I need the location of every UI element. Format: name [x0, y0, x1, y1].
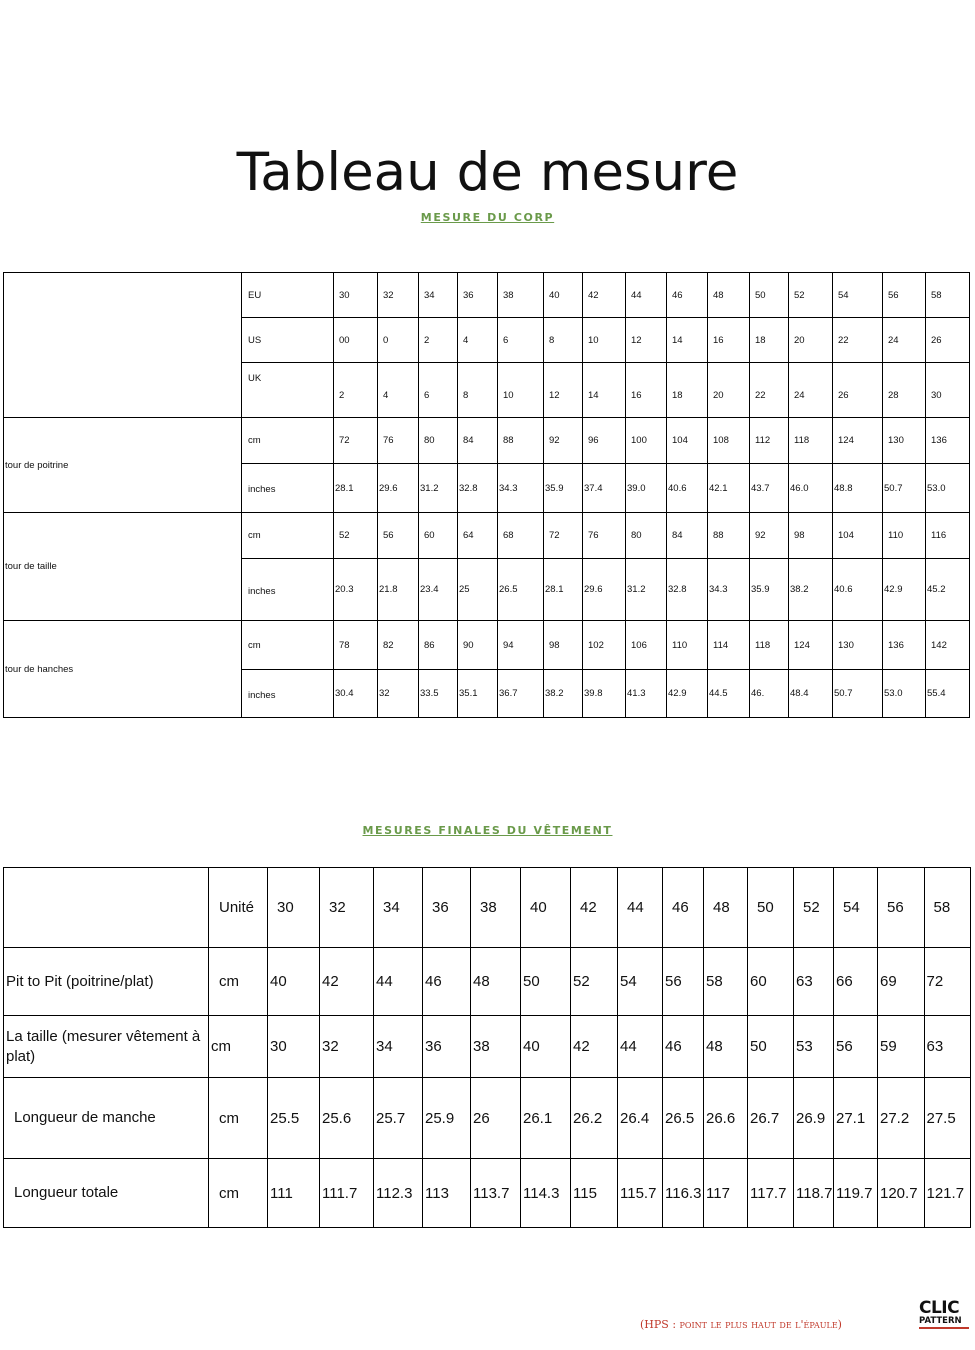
clic-pattern-logo	[919, 1300, 969, 1332]
garment-value-cell: 25.7	[374, 1078, 423, 1159]
cm-value-cell: 100	[626, 418, 667, 464]
cm-value-cell: 60	[419, 513, 458, 559]
size-value-cell: 0	[378, 318, 419, 363]
inches-value-cell: 32.8	[667, 559, 708, 621]
size-header-cell: 30	[268, 868, 320, 948]
cm-value-cell: 76	[378, 418, 419, 464]
body-measurements-heading: MESURE DU CORP	[420, 211, 555, 224]
garment-value-cell: 53	[794, 1016, 834, 1078]
inches-value-cell: 45.2	[926, 559, 970, 621]
size-header-cell: 34	[374, 868, 423, 948]
inches-value-cell: 29.6	[583, 559, 626, 621]
garment-value-cell: 32	[320, 1016, 374, 1078]
logo-line-2: PATTERN	[919, 1317, 969, 1329]
inches-value-cell: 33.5	[419, 670, 458, 718]
cm-value-cell: 68	[498, 513, 544, 559]
garment-value-cell: 111	[268, 1159, 320, 1228]
size-value-cell: 24	[883, 318, 926, 363]
cm-value-cell: 86	[419, 621, 458, 670]
garment-value-cell: 26.7	[748, 1078, 794, 1159]
cm-value-cell: 108	[708, 418, 750, 464]
cm-value-cell: 92	[750, 513, 789, 559]
size-header-cell: 44	[618, 868, 663, 948]
garment-value-cell: 116.3	[663, 1159, 704, 1228]
garment-value-cell: 42	[571, 1016, 618, 1078]
inches-value-cell: 30.4	[334, 670, 378, 718]
inches-value-cell: 32.8	[458, 464, 498, 513]
logo-line-1: CLIC	[919, 1298, 960, 1318]
inches-value-cell: 31.2	[626, 559, 667, 621]
size-value-cell: 22	[833, 318, 883, 363]
garment-value-cell: 120.7	[878, 1159, 925, 1228]
cm-value-cell: 106	[626, 621, 667, 670]
garment-header-row	[4, 868, 971, 948]
inches-value-cell: 26.5	[498, 559, 544, 621]
size-value-cell: 6	[419, 363, 458, 418]
size-header-cell: 36	[423, 868, 471, 948]
garment-value-cell: 26.4	[618, 1078, 663, 1159]
cm-value-cell: 136	[883, 621, 926, 670]
inches-value-cell: 40.6	[667, 464, 708, 513]
garment-unit-cell: cm	[209, 1078, 268, 1159]
inches-value-cell: 39.0	[626, 464, 667, 513]
garment-value-cell: 27.1	[834, 1078, 878, 1159]
size-value-cell: 24	[789, 363, 833, 418]
inches-value-cell: 53.0	[883, 670, 926, 718]
inches-value-cell: 40.6	[833, 559, 883, 621]
garment-unit-cell: cm	[209, 1159, 268, 1228]
garment-value-cell: 34	[374, 1016, 423, 1078]
size-value-cell: 52	[789, 273, 833, 318]
garment-value-cell: 27.2	[878, 1078, 925, 1159]
inches-value-cell: 42.1	[708, 464, 750, 513]
size-system-row	[4, 273, 970, 318]
size-value-cell: 38	[498, 273, 544, 318]
size-header-cell: 52	[794, 868, 834, 948]
size-header-cell: 50	[748, 868, 794, 948]
size-value-cell: 54	[833, 273, 883, 318]
garment-value-cell: 48	[471, 948, 521, 1016]
table-corner-cell	[4, 868, 209, 948]
measure-row	[4, 621, 970, 670]
garment-value-cell: 42	[320, 948, 374, 1016]
garment-value-cell: 30	[268, 1016, 320, 1078]
inches-value-cell: 46.	[750, 670, 789, 718]
size-value-cell: 2	[334, 363, 378, 418]
cm-value-cell: 64	[458, 513, 498, 559]
size-value-cell: 28	[883, 363, 926, 418]
garment-value-cell: 25.6	[320, 1078, 374, 1159]
size-header-cell: 38	[471, 868, 521, 948]
cm-value-cell: 94	[498, 621, 544, 670]
inches-value-cell: 35.9	[750, 559, 789, 621]
measure-label: tour de taille	[4, 513, 242, 621]
cm-value-cell: 114	[708, 621, 750, 670]
inches-value-cell: 20.3	[334, 559, 378, 621]
size-header-cell: 48	[704, 868, 748, 948]
garment-value-cell: 60	[748, 948, 794, 1016]
size-header-cell: 56	[878, 868, 925, 948]
inches-value-cell: 25	[458, 559, 498, 621]
inches-value-cell: 35.9	[544, 464, 583, 513]
size-header-cell: 42	[571, 868, 618, 948]
garment-value-cell: 54	[618, 948, 663, 1016]
footer-note: (HPS : point le plus haut de l'épaule)	[640, 1318, 842, 1331]
inches-value-cell: 29.6	[378, 464, 419, 513]
inches-value-cell: 38.2	[789, 559, 833, 621]
cm-value-cell: 110	[883, 513, 926, 559]
garment-value-cell: 113.7	[471, 1159, 521, 1228]
unit-header: Unité	[209, 868, 268, 948]
cm-value-cell: 130	[883, 418, 926, 464]
cm-value-cell: 112	[750, 418, 789, 464]
garment-value-cell: 112.3	[374, 1159, 423, 1228]
cm-value-cell: 72	[544, 513, 583, 559]
cm-value-cell: 136	[926, 418, 970, 464]
garment-measure-row	[4, 1016, 971, 1078]
garment-value-cell: 117.7	[748, 1159, 794, 1228]
inches-value-cell: 37.4	[583, 464, 626, 513]
cm-value-cell: 88	[708, 513, 750, 559]
inches-value-cell: 23.4	[419, 559, 458, 621]
size-header-cell: 54	[834, 868, 878, 948]
inches-value-cell: 28.1	[544, 559, 583, 621]
cm-value-cell: 98	[544, 621, 583, 670]
size-value-cell: 22	[750, 363, 789, 418]
garment-value-cell: 69	[878, 948, 925, 1016]
cm-value-cell: 98	[789, 513, 833, 559]
garment-value-cell: 46	[423, 948, 471, 1016]
garment-value-cell: 27.5	[924, 1078, 971, 1159]
measure-row	[4, 418, 970, 464]
garment-value-cell: 63	[794, 948, 834, 1016]
garment-measure-label: Longueur totale	[4, 1159, 209, 1228]
size-value-cell: 34	[419, 273, 458, 318]
size-value-cell: 20	[708, 363, 750, 418]
unit-label: cm	[242, 621, 334, 670]
garment-value-cell: 56	[663, 948, 704, 1016]
inches-value-cell: 21.8	[378, 559, 419, 621]
size-system-label: EU	[242, 273, 334, 318]
garment-value-cell: 26.5	[663, 1078, 704, 1159]
garment-value-cell: 111.7	[320, 1159, 374, 1228]
cm-value-cell: 118	[789, 418, 833, 464]
garment-value-cell: 36	[423, 1016, 471, 1078]
unit-label: inches	[242, 559, 334, 621]
cm-value-cell: 90	[458, 621, 498, 670]
garment-value-cell: 58	[704, 948, 748, 1016]
size-value-cell: 46	[667, 273, 708, 318]
size-value-cell: 4	[378, 363, 419, 418]
garment-value-cell: 26.2	[571, 1078, 618, 1159]
garment-value-cell: 26.6	[704, 1078, 748, 1159]
size-value-cell: 32	[378, 273, 419, 318]
size-value-cell: 26	[833, 363, 883, 418]
inches-value-cell: 38.2	[544, 670, 583, 718]
garment-measure-row	[4, 1159, 971, 1228]
body-measurements-table	[3, 272, 970, 718]
garment-measure-row	[4, 1078, 971, 1159]
inches-value-cell: 50.7	[883, 464, 926, 513]
inches-value-cell: 48.8	[833, 464, 883, 513]
size-value-cell: 30	[334, 273, 378, 318]
garment-value-cell: 117	[704, 1159, 748, 1228]
garment-value-cell: 26	[471, 1078, 521, 1159]
inches-value-cell: 44.5	[708, 670, 750, 718]
size-value-cell: 14	[583, 363, 626, 418]
page-title: Tableau de mesure	[236, 142, 739, 203]
inches-value-cell: 50.7	[833, 670, 883, 718]
garment-value-cell: 50	[748, 1016, 794, 1078]
cm-value-cell: 96	[583, 418, 626, 464]
garment-measure-row	[4, 948, 971, 1016]
size-value-cell: 44	[626, 273, 667, 318]
garment-value-cell: 44	[374, 948, 423, 1016]
size-value-cell: 50	[750, 273, 789, 318]
cm-value-cell: 56	[378, 513, 419, 559]
garment-value-cell: 40	[268, 948, 320, 1016]
garment-value-cell: 46	[663, 1016, 704, 1078]
size-value-cell: 16	[626, 363, 667, 418]
inches-value-cell: 41.3	[626, 670, 667, 718]
unit-label: inches	[242, 670, 334, 718]
size-value-cell: 16	[708, 318, 750, 363]
garment-measurements-heading: MESURES FINALES DU VÊTEMENT	[362, 824, 613, 837]
size-system-label: UK	[242, 363, 334, 418]
cm-value-cell: 116	[926, 513, 970, 559]
size-value-cell: 58	[926, 273, 970, 318]
unit-label: cm	[242, 418, 334, 464]
garment-measure-label: Pit to Pit (poitrine/plat)	[4, 948, 209, 1016]
size-value-cell: 2	[419, 318, 458, 363]
measure-row	[4, 513, 970, 559]
garment-measurements-table	[3, 867, 971, 1228]
cm-value-cell: 76	[583, 513, 626, 559]
garment-value-cell: 52	[571, 948, 618, 1016]
garment-value-cell: 119.7	[834, 1159, 878, 1228]
garment-value-cell: 26.1	[521, 1078, 571, 1159]
cm-value-cell: 88	[498, 418, 544, 464]
garment-unit-cell: cm	[209, 948, 268, 1016]
cm-value-cell: 78	[334, 621, 378, 670]
unit-label: inches	[242, 464, 334, 513]
garment-value-cell: 25.9	[423, 1078, 471, 1159]
garment-measure-label: La taille (mesurer vêtement à plat)	[4, 1016, 209, 1078]
garment-value-cell: 113	[423, 1159, 471, 1228]
cm-value-cell: 104	[667, 418, 708, 464]
size-value-cell: 8	[544, 318, 583, 363]
garment-value-cell: 72	[924, 948, 971, 1016]
measure-label: tour de hanches	[4, 621, 242, 718]
cm-value-cell: 118	[750, 621, 789, 670]
inches-value-cell: 42.9	[667, 670, 708, 718]
size-value-cell: 00	[334, 318, 378, 363]
inches-value-cell: 42.9	[883, 559, 926, 621]
inches-value-cell: 43.7	[750, 464, 789, 513]
garment-value-cell: 50	[521, 948, 571, 1016]
cm-value-cell: 80	[419, 418, 458, 464]
unit-label: cm	[242, 513, 334, 559]
cm-value-cell: 142	[926, 621, 970, 670]
garment-value-cell: 63	[924, 1016, 971, 1078]
size-value-cell: 20	[789, 318, 833, 363]
garment-value-cell: 25.5	[268, 1078, 320, 1159]
garment-value-cell: 115	[571, 1159, 618, 1228]
size-value-cell: 18	[667, 363, 708, 418]
cm-value-cell: 102	[583, 621, 626, 670]
size-value-cell: 12	[544, 363, 583, 418]
garment-value-cell: 26.9	[794, 1078, 834, 1159]
size-value-cell: 42	[583, 273, 626, 318]
inches-value-cell: 34.3	[498, 464, 544, 513]
cm-value-cell: 72	[334, 418, 378, 464]
inches-value-cell: 35.1	[458, 670, 498, 718]
measure-label: tour de poitrine	[4, 418, 242, 513]
size-value-cell: 6	[498, 318, 544, 363]
garment-unit-cell: cm	[209, 1016, 268, 1078]
cm-value-cell: 84	[667, 513, 708, 559]
cm-value-cell: 92	[544, 418, 583, 464]
cm-value-cell: 110	[667, 621, 708, 670]
cm-value-cell: 130	[833, 621, 883, 670]
size-value-cell: 30	[926, 363, 970, 418]
inches-value-cell: 53.0	[926, 464, 970, 513]
garment-measure-label: Longueur de manche	[4, 1078, 209, 1159]
size-value-cell: 56	[883, 273, 926, 318]
inches-value-cell: 55.4	[926, 670, 970, 718]
inches-value-cell: 32	[378, 670, 419, 718]
garment-value-cell: 114.3	[521, 1159, 571, 1228]
garment-value-cell: 59	[878, 1016, 925, 1078]
size-value-cell: 26	[926, 318, 970, 363]
inches-value-cell: 48.4	[789, 670, 833, 718]
garment-value-cell: 118.7	[794, 1159, 834, 1228]
size-value-cell: 4	[458, 318, 498, 363]
inches-value-cell: 39.8	[583, 670, 626, 718]
size-header-cell: 32	[320, 868, 374, 948]
garment-value-cell: 40	[521, 1016, 571, 1078]
size-value-cell: 40	[544, 273, 583, 318]
cm-value-cell: 124	[833, 418, 883, 464]
size-system-label: US	[242, 318, 334, 363]
size-header-cell: 40	[521, 868, 571, 948]
size-value-cell: 12	[626, 318, 667, 363]
size-value-cell: 14	[667, 318, 708, 363]
size-value-cell: 48	[708, 273, 750, 318]
garment-value-cell: 66	[834, 948, 878, 1016]
cm-value-cell: 104	[833, 513, 883, 559]
cm-value-cell: 82	[378, 621, 419, 670]
inches-value-cell: 34.3	[708, 559, 750, 621]
cm-value-cell: 80	[626, 513, 667, 559]
size-value-cell: 10	[498, 363, 544, 418]
cm-value-cell: 124	[789, 621, 833, 670]
size-value-cell: 18	[750, 318, 789, 363]
inches-value-cell: 28.1	[334, 464, 378, 513]
garment-value-cell: 121.7	[924, 1159, 971, 1228]
inches-value-cell: 31.2	[419, 464, 458, 513]
garment-value-cell: 44	[618, 1016, 663, 1078]
garment-value-cell: 48	[704, 1016, 748, 1078]
cm-value-cell: 52	[334, 513, 378, 559]
size-header-cell: 58	[924, 868, 971, 948]
garment-value-cell: 115.7	[618, 1159, 663, 1228]
size-value-cell: 8	[458, 363, 498, 418]
size-header-cell: 46	[663, 868, 704, 948]
garment-value-cell: 56	[834, 1016, 878, 1078]
inches-value-cell: 36.7	[498, 670, 544, 718]
cm-value-cell: 84	[458, 418, 498, 464]
size-value-cell: 36	[458, 273, 498, 318]
table-corner-cell	[4, 273, 242, 418]
inches-value-cell: 46.0	[789, 464, 833, 513]
garment-value-cell: 38	[471, 1016, 521, 1078]
size-value-cell: 10	[583, 318, 626, 363]
